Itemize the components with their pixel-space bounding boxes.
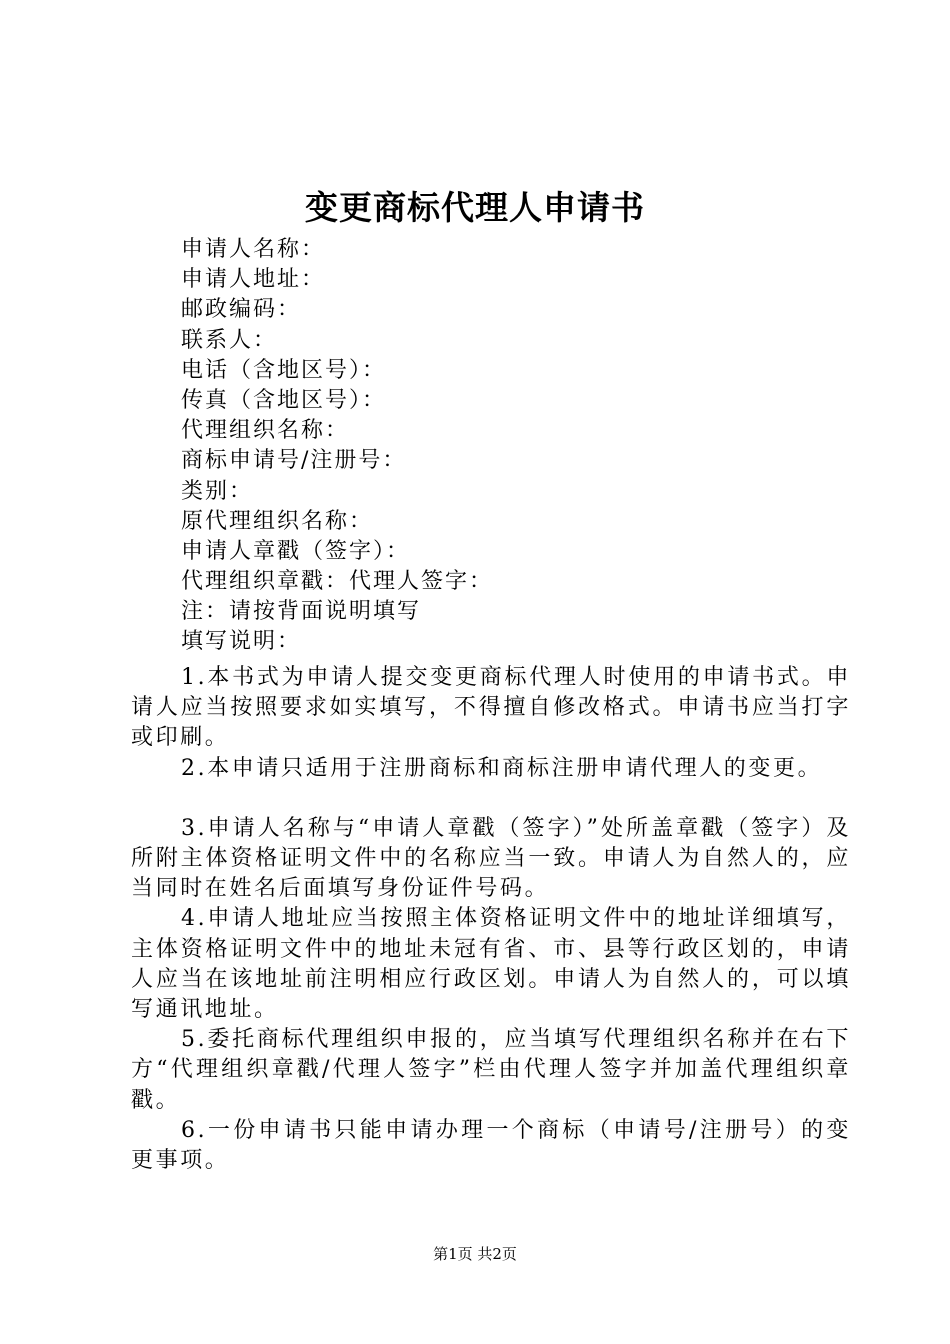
instruction-paragraph: 3.申请人名称与“申请人章戳（签字）”处所盖章戳（签字）及所附主体资格证明文件中的名称应当一致。申请人为自然人的，应当同时在姓名后面填写身份证件号码。: [131, 815, 851, 902]
document-title: 变更商标代理人申请书: [305, 188, 645, 227]
field-original-agency: 原代理组织名称：: [181, 508, 374, 534]
instruction-paragraph: 4.申请人地址应当按照主体资格证明文件中的地址详细填写，主体资格证明文件中的地址未冠有省、市、县等行政区划的，申请人应当在该地址前注明相应行政区划。申请人为自然人的，可以填写通讯地址。: [131, 906, 851, 1023]
instruction-paragraph: 5.委托商标代理组织申报的，应当填写代理组织名称并在右下方“代理组织章戳/代理人签字”栏由代理人签字并加盖代理组织章戳。: [131, 1027, 851, 1113]
instruction-paragraph: 1.本书式为申请人提交变更商标代理人时使用的申请书式。申请人应当按照要求如实填写，不得擅自修改格式。申请书应当打字或印刷。: [131, 665, 851, 751]
field-agency-name: 代理组织名称：: [181, 418, 350, 444]
field-applicant-address: 申请人地址：: [181, 267, 326, 293]
field-agency-seal-signature: 代理组织章戳：代理人签字：: [181, 569, 494, 595]
instruction-paragraph: 2.本申请只适用于注册商标和商标注册申请代理人的变更。: [181, 755, 823, 781]
field-application-number: 商标申请号/注册号：: [181, 448, 407, 474]
field-phone: 电话（含地区号）：: [181, 357, 387, 383]
instruction-paragraph: 6.一份申请书只能申请办理一个商标（申请号/注册号）的变更事项。: [131, 1117, 851, 1174]
field-postal-code: 邮政编码：: [181, 297, 302, 323]
instructions-body: [131, 663, 851, 1176]
field-contact-person: 联系人：: [181, 327, 278, 353]
field-applicant-seal: 申请人章戳（签字）：: [181, 538, 411, 564]
field-class: 类别：: [181, 478, 254, 504]
page-footer: 第1页 共2页: [433, 1245, 517, 1263]
field-fax: 传真（含地区号）：: [181, 387, 387, 413]
form-fields: [181, 235, 881, 658]
instructions-heading: 填写说明：: [181, 629, 302, 655]
field-applicant-name: 申请人名称：: [181, 237, 326, 262]
note-line: 注：请按背面说明填写: [181, 599, 422, 625]
